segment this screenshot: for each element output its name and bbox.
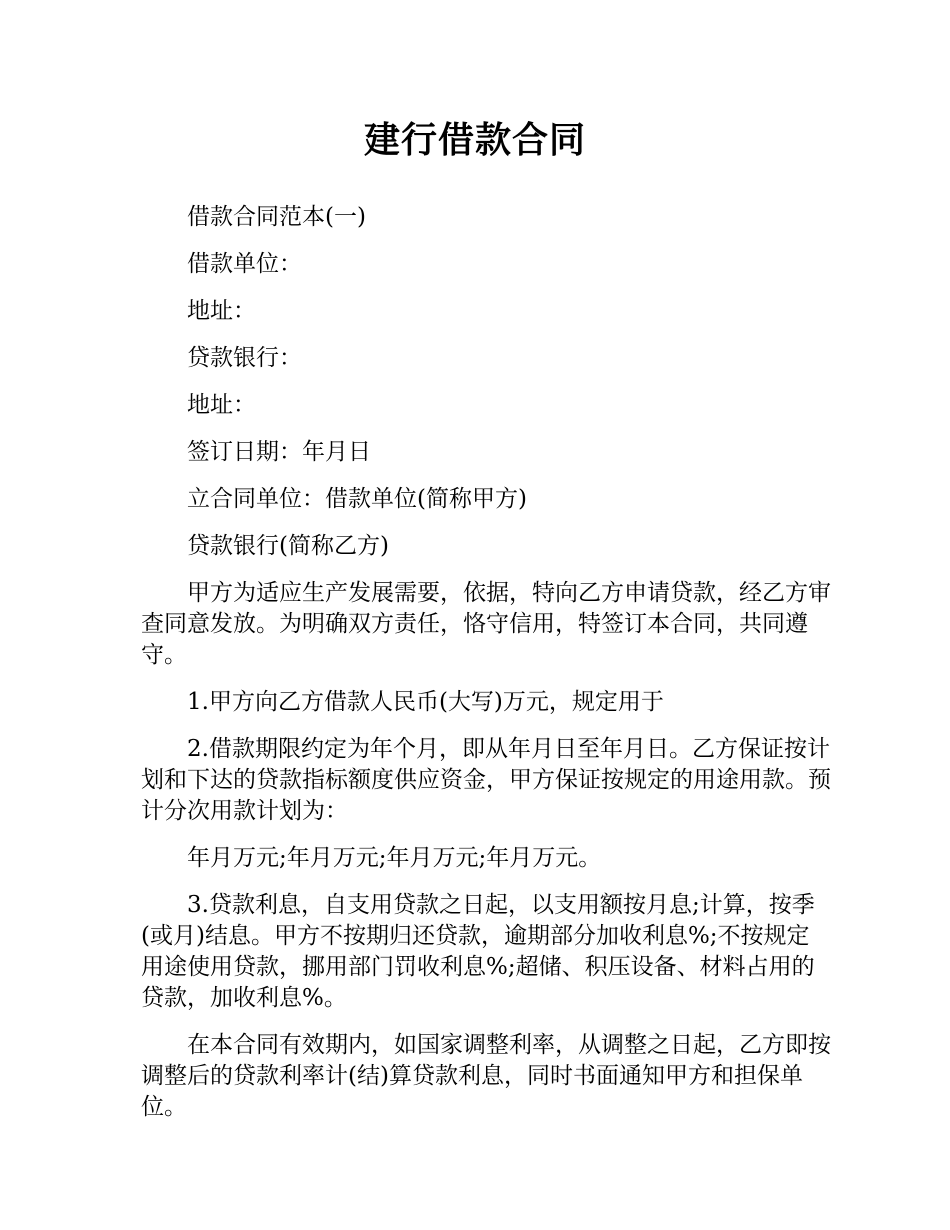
paragraph-disbursement-plan: 年月万元;年月万元;年月万元;年月万元。 [187,845,602,871]
document-title: 建行借款合同 [363,120,586,161]
paragraph-borrower: 借款单位： [187,251,302,277]
paragraph-preamble: 甲方为适应生产发展需要，依据，特向乙方申请贷款，经乙方审查同意发放。为明确双方责任，恪守信用，特签订本合同，共同遵守。 [141,580,831,668]
paragraph-clause-2: 2.借款期限约定为年个月，即从年月日至年月日。乙方保证按计划和下达的贷款指标额度供应资金，甲方保证按规定的用途用款。预计分次用款计划为： [141,736,831,824]
document-body [141,202,831,1139]
paragraph-lender-address: 地址： [187,392,256,418]
paragraph-interest-adjustment: 在本合同有效期内，如国家调整利率，从调整之日起，乙方即按调整后的贷款利率计(结)算贷款利息，同时书面通知甲方和担保单位。 [141,1032,831,1120]
paragraph-borrower-address: 地址： [187,298,256,324]
paragraph-clause-1: 1.甲方向乙方借款人民币(大写)万元，规定用于 [187,689,664,715]
paragraph-clause-3: 3.贷款利息，自支用贷款之日起，以支用额按月息;计算，按季(或月)结息。甲方不按期归还贷款，逾期部分加收利息%;不按规定用途使用贷款，挪用部门罚收利息%;超储、积压设备、材料占用的贷款，加收利息%。 [141,892,815,1011]
paragraph-lender-bank: 贷款银行： [187,345,302,371]
paragraph-party-a: 立合同单位：借款单位(简称甲方) [187,486,527,512]
paragraph-signing-date: 签订日期：年月日 [187,439,371,465]
paragraph-contract-sample: 借款合同范本(一) [187,204,366,230]
paragraph-party-b: 贷款银行(简称乙方) [187,533,389,559]
